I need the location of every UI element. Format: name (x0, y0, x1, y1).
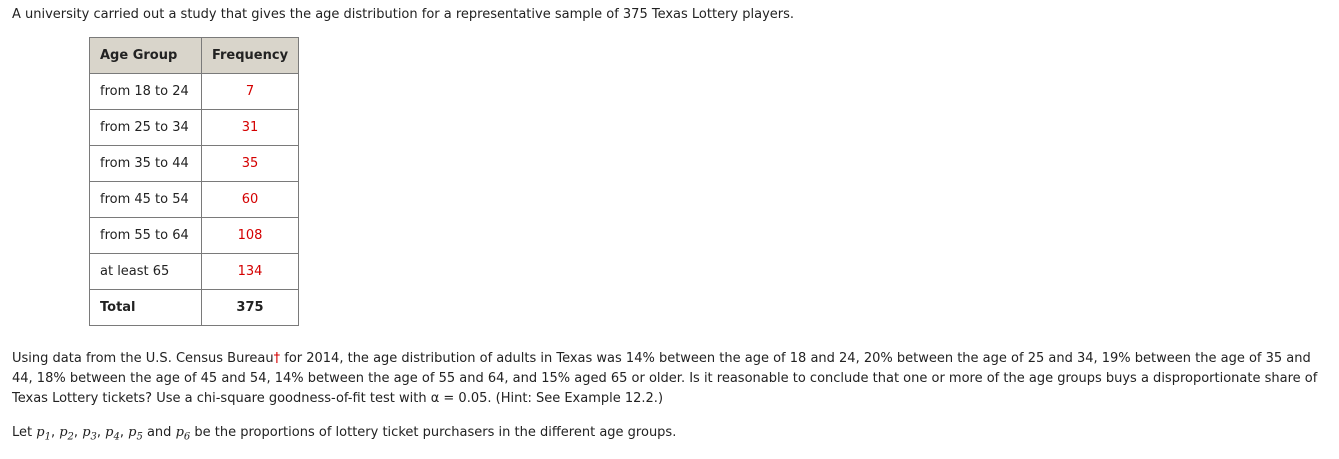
separator: , (119, 425, 129, 440)
separator: , (50, 425, 60, 440)
table-row (90, 182, 299, 218)
let-prefix: Let (12, 425, 37, 440)
p2-symbol: $p_2$ (59, 425, 74, 443)
table-row (90, 146, 299, 182)
paragraph-text-start: Using data from the U.S. Census Bureau (12, 351, 274, 366)
header-age-group: Age Group (90, 38, 202, 74)
footnote-dagger-link[interactable]: † (273, 351, 281, 366)
table-total-row (90, 290, 299, 326)
table-row (90, 254, 299, 290)
p5-symbol: $p_5$ (128, 425, 143, 443)
let-statement (12, 425, 676, 443)
age-group-cell: at least 65 (90, 254, 202, 290)
frequency-table (89, 37, 299, 326)
age-group-cell: from 35 to 44 (90, 146, 202, 182)
p4-symbol: $p_4$ (105, 425, 120, 443)
p1-symbol: $p_1$ (36, 425, 51, 443)
table-row (90, 218, 299, 254)
frequency-cell: 35 (202, 146, 299, 182)
table-row (90, 74, 299, 110)
age-group-cell: from 25 to 34 (90, 110, 202, 146)
table-row (90, 110, 299, 146)
frequency-cell: 7 (202, 74, 299, 110)
header-frequency: Frequency (202, 38, 299, 74)
total-label-cell: Total (90, 290, 202, 326)
intro-text: A university carried out a study that gives the age distribution for a representative sample of 375 Texas Lottery players. (12, 7, 795, 22)
p6-symbol: $p_6$ (175, 425, 191, 443)
and-word: and (142, 425, 176, 440)
table-header-row (90, 38, 299, 74)
let-suffix: be the proportions of lottery ticket purchasers in the different age groups. (190, 425, 677, 440)
age-group-cell: from 18 to 24 (90, 74, 202, 110)
frequency-cell: 134 (202, 254, 299, 290)
frequency-cell: 31 (202, 110, 299, 146)
separator: , (96, 425, 106, 440)
paragraph-text-rest: for 2014, the age distribution of adults in Texas was 14% between the age of 18 and 24, 20% between the age of 25 and 34, 19% between the age of 35 and 44, 18% between the age of 45 and 54, 14% between the age of 55 and 64, and 15% aged 65 or older. Is it reasonable to conclude that one or more of the age groups buys a disproportionate share of Texas Lottery tickets? Use a chi-square goodness-of-fit test with α = 0.05. (Hint: See Example 12.2.) (12, 351, 1318, 406)
problem-paragraph (12, 349, 1334, 409)
age-group-cell: from 55 to 64 (90, 218, 202, 254)
age-group-cell: from 45 to 54 (90, 182, 202, 218)
separator: , (73, 425, 83, 440)
frequency-cell: 60 (202, 182, 299, 218)
p3-symbol: $p_3$ (82, 425, 97, 443)
total-value-cell: 375 (202, 290, 299, 326)
frequency-cell: 108 (202, 218, 299, 254)
